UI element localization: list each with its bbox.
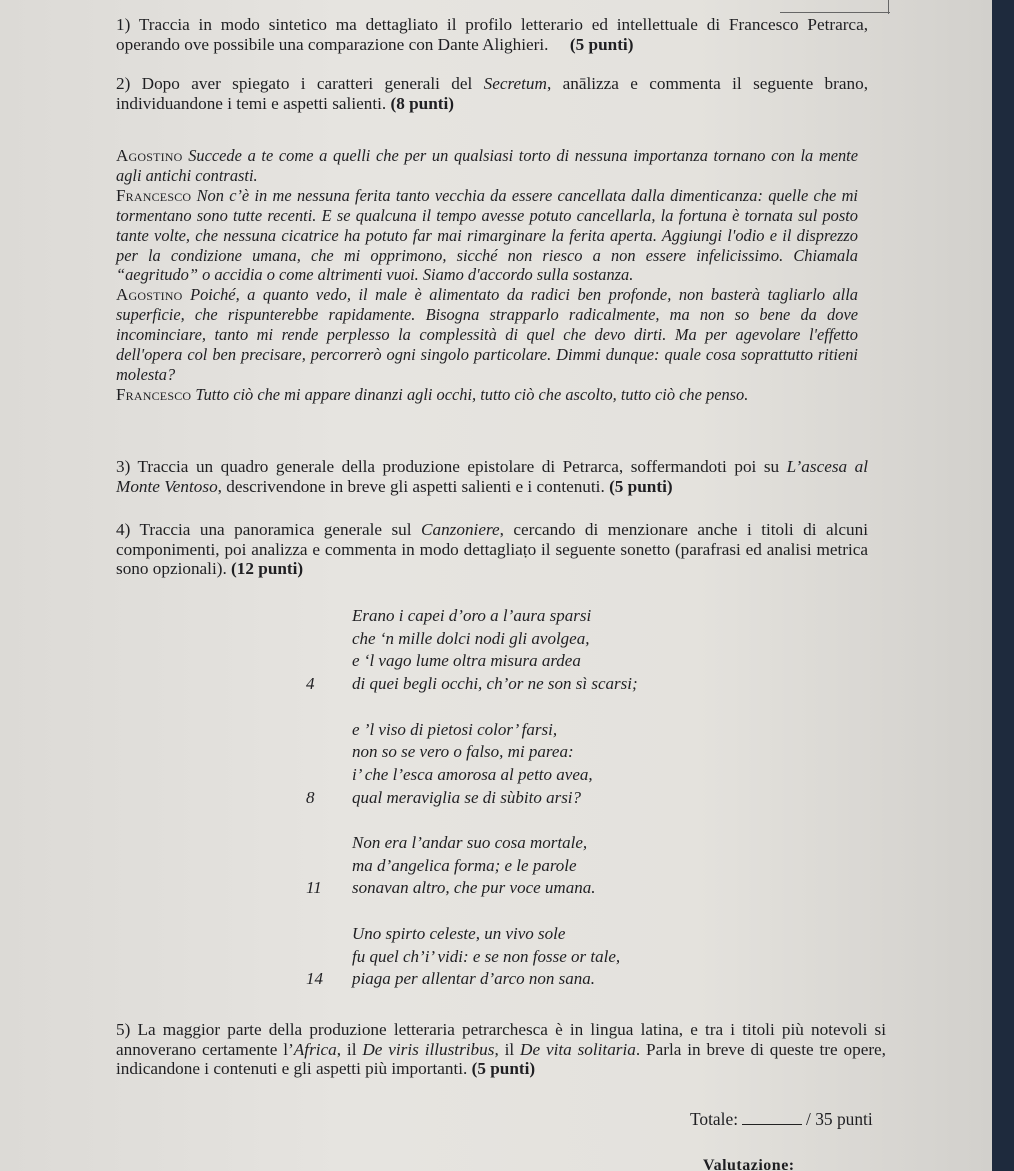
question-5-text-c: , il <box>494 1039 521 1059</box>
sonnet-line: piaga per allentar d’arco non sana. <box>352 969 596 989</box>
sonnet-line: Uno spirto celeste, un vivo sole <box>352 923 566 943</box>
question-4 <box>116 520 868 579</box>
dialogue-speaker: Francesco <box>116 384 192 404</box>
total-blank-field[interactable] <box>742 1108 802 1125</box>
dialogue-text: Poiché, a quanto vedo, il male è alimentato da radici ben profonde, non basterà tagliarlo alla superficie, che rispunterebbe rapidamente. Bisogna strapparlo radicalmente, ma non so bene da dove incominciare, tanto mi rende perplesso la complessità di quel che devo dirti. Ma per agevolare l'effetto dell'opera col ben precisare, percorrerò ogni singolo particolare. Dimmi dunque: quale cosa soprattutto ritieni molesta? <box>116 285 858 384</box>
question-5-work-1: Africa <box>293 1039 337 1059</box>
sonnet-line-wrap <box>306 877 732 900</box>
sonnet-line: non so se vero o falso, mi parea: <box>352 742 574 762</box>
total-score <box>690 1108 873 1130</box>
top-rule <box>780 12 890 13</box>
question-4-work: Canzoniere <box>421 520 500 539</box>
question-5-text-d: . Parla in breve di queste tre opere, indicandone i contenuti e gli aspetti più importanti. <box>116 1039 886 1078</box>
sonnet-line: che ‘n mille dolci nodi gli avolgea, <box>352 628 590 648</box>
sonnet-line: ma d’angelica forma; e le parole <box>352 855 577 875</box>
dialogue-turn <box>116 385 858 405</box>
question-2 <box>116 74 868 113</box>
sonnet-tercet-2 <box>306 923 732 991</box>
evaluation-label: Valutazione: <box>703 1157 795 1171</box>
total-value: / 35 punti <box>806 1109 873 1129</box>
sonnet-line: e ‘l vago lume oltra misura ardea <box>352 651 581 671</box>
line-number: 14 <box>306 969 323 989</box>
question-2-text-a: 2) Dopo aver spiegato i caratteri generali del <box>116 74 484 93</box>
sonnet-line: i’ che l’esca amorosa al petto avea, <box>352 764 593 784</box>
question-2-text-b: , anālizza e commenta il seguente brano, individuandone i temi e aspetti salienti. <box>116 74 868 113</box>
question-3-text-b: , descrivendone in breve gli aspetti salienti e i contenuti. <box>217 476 605 496</box>
sonnet-line: fu quel ch’i’ vidi: e se non fosse or tale, <box>352 946 621 966</box>
question-5-text-b: , il <box>336 1039 363 1059</box>
dialogue-turn <box>116 186 858 286</box>
question-5-work-3: De vita solitaria <box>520 1039 636 1059</box>
dialogue-speaker: Agostino <box>116 285 183 305</box>
sonnet-line-wrap <box>306 673 732 696</box>
question-2-points: (8 punti) <box>390 93 454 113</box>
secretum-passage <box>116 146 858 405</box>
question-5 <box>116 1020 886 1079</box>
sonnet-line-wrap <box>306 968 732 991</box>
question-5-text-a: 5) La maggior parte della produzione letteraria petrarchesca è in lingua latina, e tra i titoli più notevoli si annoverano certamente l’ <box>116 1020 886 1059</box>
question-5-work-2: De viris illustribus <box>362 1039 495 1059</box>
sonnet-line: qual meraviglia se di sùbito arsi? <box>352 787 582 807</box>
question-1 <box>116 15 868 54</box>
dialogue-speaker: Agostino <box>116 146 183 165</box>
dialogue-text: Succede a te come a quelli che per un qualsiasi torto di nessuna importanza tornano con la mente agli antichi contrasti. <box>116 146 858 185</box>
sonnet-line: Non era l’andar suo cosa mortale, <box>352 833 588 852</box>
sonnet-line: e ’l viso di pietosi color’ farsi, <box>352 719 558 739</box>
sonnet-line: di quei begli occhi, ch’or ne son sì scarsi; <box>352 674 638 694</box>
dialogue-text: Non c’è in me nessuna ferita tanto vecchia da essere cancellata dalla dimenticanza: quelle che mi tormentano sono tutte recenti. E se qualcuna il tempo avesse potuto cancellarla, la fortuna è tornata sul posto tante volte, che nessuna cicatrice ha potuto far mai rimarginare la ferita aperta. Aggiungi l'odio e il disprezzo per la condizione umana, che mi opprimono, sicché non riesco a non essere infelicissimo. Chiamala “aegritudo” o accidia o come altrimenti vuoi. Siamo d'accordo sulla sostanza. <box>116 185 858 285</box>
question-1-text: 1) Traccia in modo sintetico ma dettagliato il profilo letterario ed intellettuale di Francesco Petrarca, operando ove possibile una comparazione con Dante Alighieri. <box>116 15 868 54</box>
sonnet <box>306 605 732 1014</box>
question-3-work: L’ascesa al Monte Ventoso <box>116 457 868 496</box>
sonnet-tercet-1 <box>306 832 732 900</box>
question-4-points: (12 punti) <box>231 559 304 578</box>
total-label: Totale: <box>690 1109 739 1129</box>
question-3-points: (5 punti) <box>609 476 673 496</box>
question-5-points: (5 punti) <box>471 1059 536 1078</box>
question-4-text-b: , cercando di menzionare anche i titoli di alcuni componimenti, poi analizza e commenta in modo dettagliaṭo il seguente sonetto (parafrasi ed analisi metrica sono opzionali). <box>116 520 868 578</box>
line-number: 8 <box>306 787 315 807</box>
dialogue-text: Tutto ciò che mi appare dinanzi agli occhi, tutto ciò che ascolto, tutto ciò che penso. <box>195 384 749 404</box>
question-1-points: (5 punti) <box>569 34 634 54</box>
question-3-text-a: 3) Traccia un quadro generale della produzione epistolare di Petrarca, soffermandoti poi su <box>116 457 787 476</box>
dialogue-speaker: Francesco <box>116 185 192 205</box>
dialogue-turn <box>116 285 858 385</box>
sonnet-line-wrap <box>306 787 732 810</box>
question-3 <box>116 457 868 496</box>
line-number: 11 <box>306 878 322 898</box>
line-number: 4 <box>306 674 315 694</box>
sonnet-line: Erano i capei d’oro a l’aura sparsi <box>352 606 592 625</box>
dialogue-turn <box>116 146 858 186</box>
sonnet-quatrain-1 <box>306 605 732 696</box>
question-2-work: Secretum <box>483 74 547 93</box>
top-rule-tick <box>888 0 889 14</box>
question-4-text-a: 4) Traccia una panoramica generale sul <box>116 520 422 539</box>
sonnet-quatrain-2 <box>306 719 732 810</box>
sonnet-line: sonavan altro, che pur voce umana. <box>352 878 596 898</box>
